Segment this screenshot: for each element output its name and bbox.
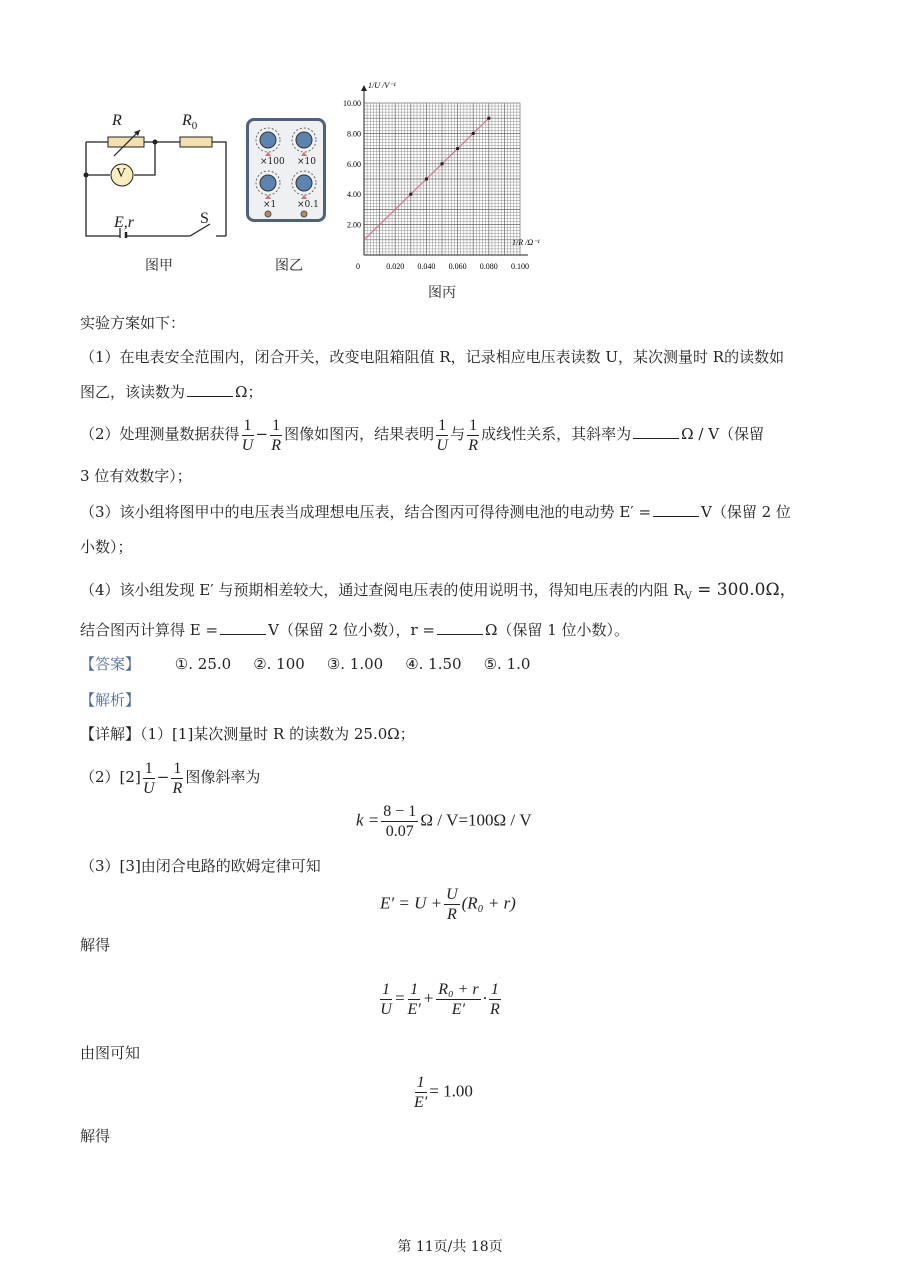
q4-line2: 结合图丙计算得 E = V（保留 2 位小数），r = Ω（保留 1 位小数）。	[80, 621, 630, 639]
x-tick-label: 0.080	[479, 262, 498, 271]
graph-chart	[330, 70, 560, 275]
terminal-icon	[265, 211, 271, 217]
dial-x100	[260, 132, 276, 148]
circuit-diagram	[80, 108, 240, 238]
data-point	[456, 147, 459, 150]
data-point	[487, 117, 490, 120]
dial-label: ×100	[260, 157, 285, 167]
y-tick-label: 6.00	[347, 159, 361, 169]
data-point	[472, 132, 475, 135]
x-tick-label: 0.020	[386, 262, 405, 271]
dial-x10	[296, 132, 312, 148]
solve-1: 解得	[80, 936, 111, 954]
terminal-icon	[301, 211, 307, 217]
dial-label: ×0.1	[297, 200, 319, 210]
caption-yi: 图乙	[275, 258, 303, 274]
dial-x1	[260, 175, 276, 191]
x-tick-label: 0.040	[417, 262, 436, 271]
answer-blank	[653, 502, 699, 517]
data-point	[425, 178, 428, 181]
data-point	[409, 193, 412, 196]
y-tick-label: 8.00	[347, 129, 361, 139]
y-tick-label: 2.00	[347, 220, 361, 230]
x-tick-label: 0	[356, 262, 360, 271]
answer-blank	[187, 382, 233, 397]
label-R0: $R_0$	[182, 112, 198, 133]
intro: 实验方案如下：	[80, 314, 186, 332]
analysis-label: 【解析】	[80, 691, 141, 709]
solve-2: 解得	[80, 1127, 111, 1145]
caption-jia: 图甲	[145, 258, 173, 274]
answer-blank	[220, 620, 266, 635]
page-footer: 第 11页/共 18页	[397, 1239, 503, 1255]
x-tick-label: 0.060	[448, 262, 467, 271]
label-S: S	[200, 210, 209, 227]
q2-line2: 3 位有效数字）；	[80, 467, 192, 485]
x-tick-label: 0.100	[511, 262, 529, 271]
caption-bing: 图丙	[428, 285, 456, 301]
q3-line1: （3）该小组将图甲中的电压表当成理想电压表，结合图丙可得待测电池的电动势 E′ = V（保留 2 位	[80, 503, 791, 521]
linear-equation: $\frac{1}{U}$ = $\frac{1}{E'}$ + $\frac{\text{R₀ + r}}{E'}$ · $\frac{1}{R}$	[380, 981, 500, 1018]
detail-2: （2）[2] $\frac{1}{U}$ − $\frac{1}{R}$ 图像斜率为	[80, 759, 261, 797]
dial-label: ×10	[297, 157, 316, 167]
dial-x0.1	[296, 175, 312, 191]
detail-1: 【详解】（1）[1]某次测量时 R 的读数为 25.0Ω；	[80, 725, 415, 743]
data-point	[441, 162, 444, 165]
label-R: R	[112, 112, 122, 129]
detail-3: （3）[3]由闭合电路的欧姆定律可知	[80, 857, 321, 875]
y-axis-label: 1/U /V⁻¹	[368, 81, 396, 90]
q4-line1: （4）该小组发现 E′ 与预期相差较大，通过查阅电压表的使用说明书，得知电压表的内阻 $R_V = 300.0\Omega$，	[80, 580, 797, 602]
q1-line2: 图乙，该读数为 Ω；	[80, 383, 263, 401]
answer-blank	[633, 424, 679, 439]
q3-line2: 小数）；	[80, 538, 133, 556]
label-V: V	[116, 166, 127, 181]
y-axis-arrow-icon	[361, 85, 367, 91]
intercept-equation: $\frac{1}{E'}$ = 1.00	[414, 1074, 473, 1111]
from-graph: 由图可知	[80, 1044, 141, 1062]
label-E-r: E,r	[114, 214, 134, 231]
q1-line1: （1）在电表安全范围内，闭合开关，改变电阻箱阻值 R，记录相应电压表读数 U，某次测量时 R的读数如	[80, 348, 785, 366]
y-tick-label: 10.00	[343, 99, 361, 108]
emf-equation: E′ = U + $\frac{U}{R}$ (R₀ + r)	[380, 886, 516, 923]
answer-blank	[437, 620, 483, 635]
slope-equation: k = $\frac{8 - 1}{0.07}$ Ω / V=100Ω / V	[356, 803, 532, 840]
x-axis-label: 1/R /Ω⁻¹	[512, 238, 540, 247]
q2-line1: （2）处理测量数据获得 $\frac{1}{U}$ − $\frac{1}{R}$ 图像如图丙，结果表明 $\frac{1}{U}$ 与 $\frac{1}{R}$ 成线性关系，其斜率为 Ω / V（保留	[80, 416, 765, 454]
y-tick-label: 4.00	[347, 190, 361, 200]
dial-label: ×1	[263, 200, 277, 210]
answer-line: 【答案】 ①. 25.0 ②. 100 ③. 1.00 ④. 1.50 ⑤. 1.0	[80, 655, 531, 673]
